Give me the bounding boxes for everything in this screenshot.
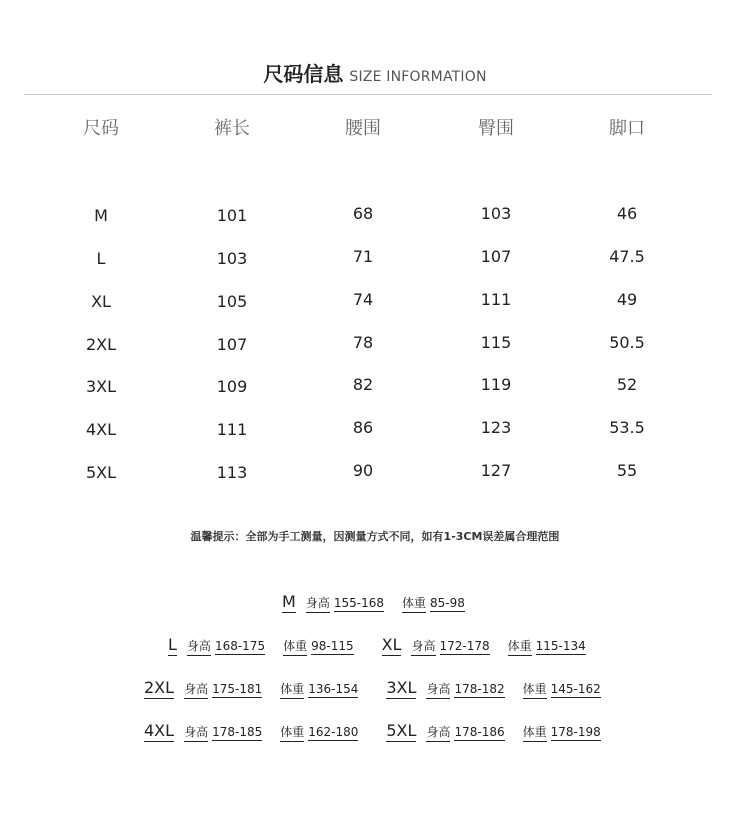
- table-cell-hip: 127: [480, 461, 512, 480]
- table-cell-size: 4XL: [85, 420, 117, 439]
- col-header-length: 裤长: [214, 118, 250, 139]
- weight-label: 体重: [280, 723, 304, 742]
- measurement-note: 温馨提示：全部为手工测量，因测量方式不同，如有1-3CM误差属合理范围: [190, 530, 560, 543]
- weight-range: 98-115: [311, 639, 354, 653]
- height-label: 身高: [184, 680, 208, 699]
- weight-label: 体重: [523, 723, 547, 742]
- table-cell-size: XL: [91, 292, 111, 311]
- weight-label: 体重: [508, 637, 532, 656]
- table-cell-hem: 53.5: [609, 418, 645, 437]
- table-cell-length: 101: [216, 206, 248, 225]
- table-cell-hip: 119: [480, 375, 512, 394]
- table-cell-length: 111: [216, 420, 248, 439]
- table-cell-hip: 123: [480, 418, 512, 437]
- weight-label: 体重: [523, 680, 547, 699]
- table-cell-hem: 50.5: [609, 333, 645, 352]
- table-cell-waist: 68: [352, 204, 374, 223]
- height-label: 身高: [306, 594, 330, 613]
- weight-range: 162-180: [308, 725, 359, 739]
- table-cell-length: 109: [216, 377, 248, 396]
- recommend-row-m: [282, 592, 465, 613]
- table-cell-hem: 52: [616, 375, 638, 394]
- table-cell-hip: 111: [480, 290, 512, 309]
- height-range: 178-186: [454, 725, 505, 739]
- weight-range: 85-98: [429, 596, 465, 610]
- weight-label: 体重: [280, 680, 304, 699]
- weight-range: 145-162: [550, 682, 601, 696]
- weight-range: 136-154: [308, 682, 359, 696]
- table-cell-waist: 74: [352, 290, 374, 309]
- recommend-size: XL: [381, 635, 402, 654]
- table-cell-size: L: [96, 249, 106, 268]
- col-header-hem: 脚口: [609, 118, 645, 139]
- table-cell-hip: 115: [480, 333, 512, 352]
- height-label: 身高: [426, 680, 450, 699]
- table-cell-hem: 47.5: [609, 247, 645, 266]
- recommend-size: 3XL: [386, 678, 417, 697]
- table-cell-size: 3XL: [85, 377, 117, 396]
- table-cell-hip: 107: [480, 247, 512, 266]
- col-header-hip: 臀围: [478, 118, 514, 139]
- weight-range: 178-198: [550, 725, 601, 739]
- table-cell-waist: 86: [352, 418, 374, 437]
- table-cell-waist: 78: [352, 333, 374, 352]
- table-cell-length: 103: [216, 249, 248, 268]
- table-cell-size: 2XL: [85, 335, 117, 354]
- table-cell-length: 113: [216, 463, 248, 482]
- height-range: 175-181: [212, 682, 263, 696]
- recommend-size: 4XL: [144, 721, 175, 740]
- title-divider: [24, 94, 712, 95]
- table-cell-waist: 82: [352, 375, 374, 394]
- height-label: 身高: [411, 637, 435, 656]
- table-cell-waist: 90: [352, 461, 374, 480]
- recommend-size: M: [282, 592, 296, 611]
- page-title: [0, 58, 750, 87]
- height-range: 172-178: [439, 639, 490, 653]
- title-zh: 尺码信息: [263, 62, 344, 86]
- recommend-size: 5XL: [386, 721, 417, 740]
- table-cell-hip: 103: [480, 204, 512, 223]
- recommend-size: 2XL: [144, 678, 175, 697]
- recommend-row-4xl-5xl: [144, 721, 601, 742]
- table-cell-length: 107: [216, 335, 248, 354]
- title-en: SIZE INFORMATION: [349, 69, 487, 85]
- recommend-row-2xl-3xl: [144, 678, 601, 699]
- table-cell-length: 105: [216, 292, 248, 311]
- height-label: 身高: [184, 723, 208, 742]
- weight-range: 115-134: [535, 639, 586, 653]
- recommend-size: L: [168, 635, 177, 654]
- height-label: 身高: [187, 637, 211, 656]
- table-cell-size: 5XL: [85, 463, 117, 482]
- height-range: 155-168: [333, 596, 384, 610]
- weight-label: 体重: [402, 594, 426, 613]
- col-header-waist: 腰围: [345, 118, 381, 139]
- col-header-size: 尺码: [83, 118, 119, 139]
- table-cell-size: M: [94, 206, 108, 225]
- recommend-row-l-xl: [168, 635, 586, 656]
- table-cell-waist: 71: [352, 247, 374, 266]
- height-range: 178-182: [454, 682, 505, 696]
- weight-label: 体重: [283, 637, 307, 656]
- height-range: 178-185: [212, 725, 263, 739]
- table-cell-hem: 46: [616, 204, 638, 223]
- table-cell-hem: 49: [616, 290, 638, 309]
- table-cell-hem: 55: [616, 461, 638, 480]
- height-label: 身高: [426, 723, 450, 742]
- height-range: 168-175: [214, 639, 266, 653]
